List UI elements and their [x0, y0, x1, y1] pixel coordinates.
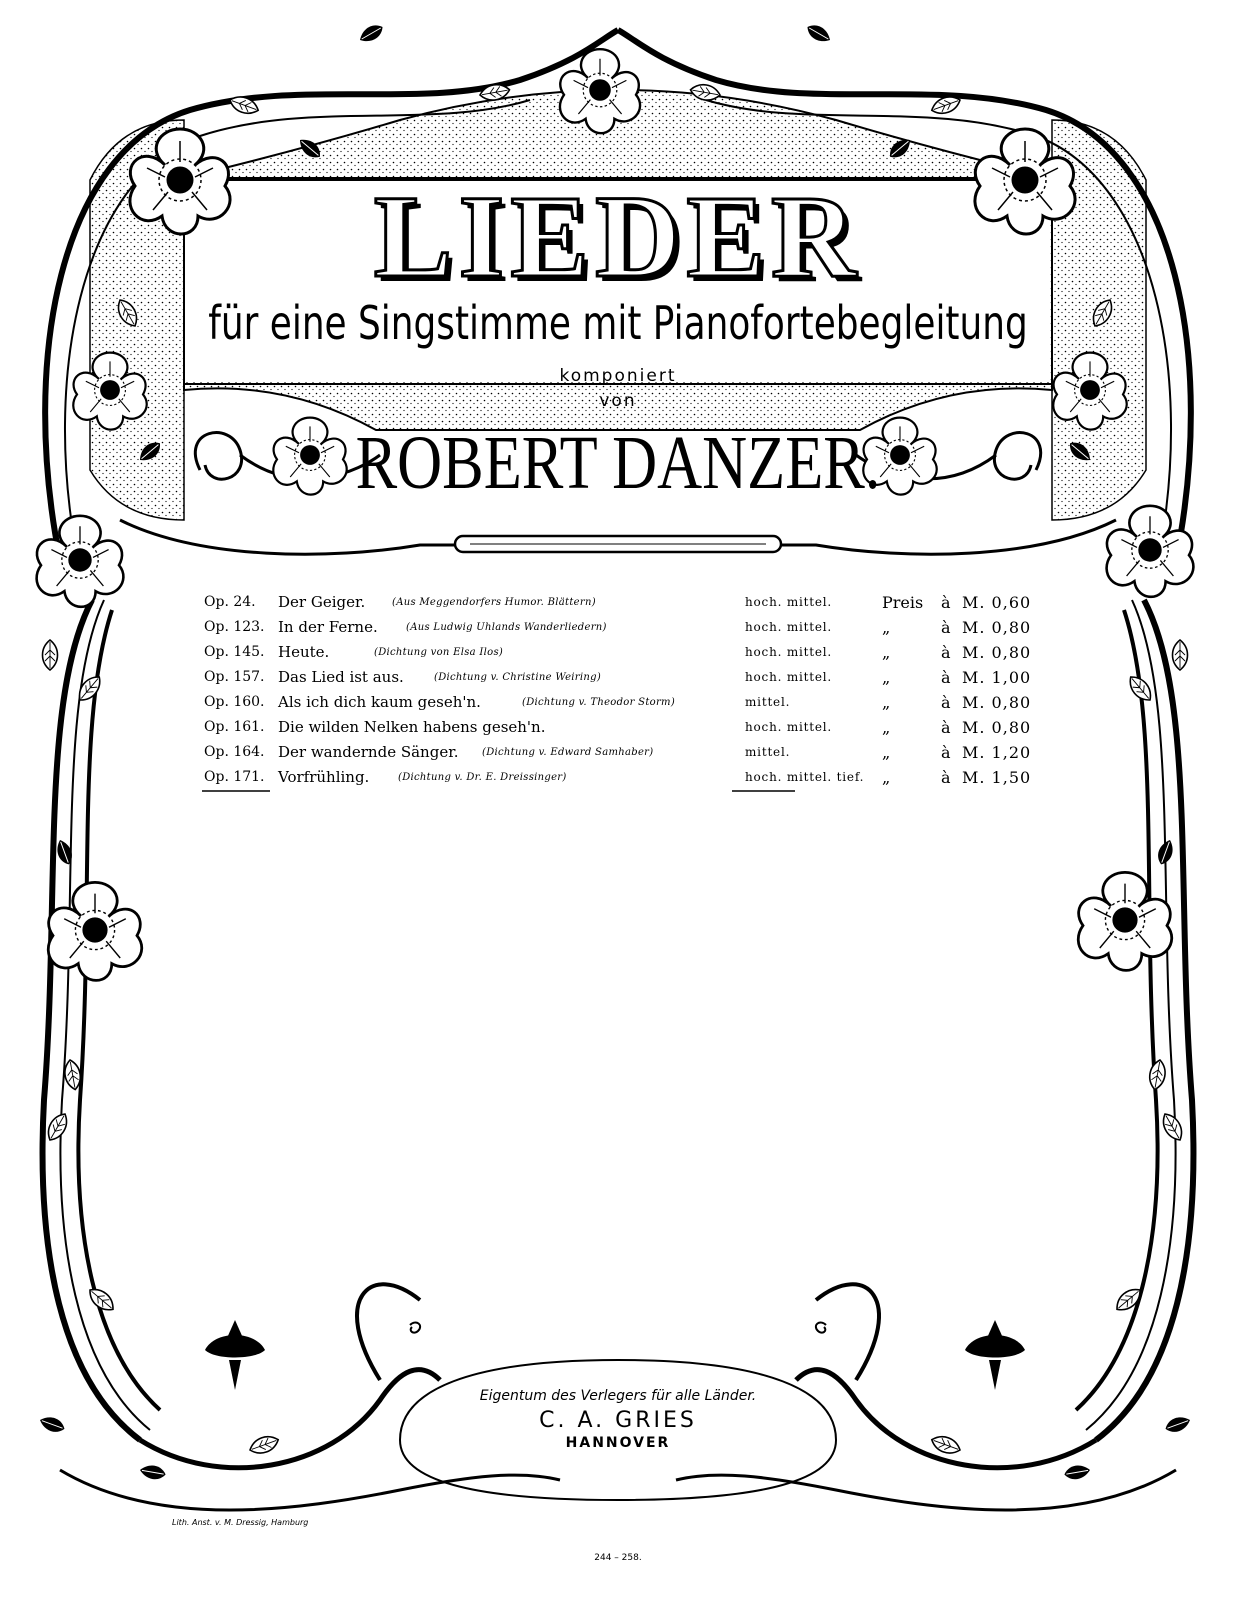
- price-each: à: [941, 768, 951, 787]
- song-source: (Aus Meggendorfers Humor. Blättern): [392, 597, 596, 608]
- voice-ranges: mittel.: [745, 695, 791, 709]
- voice-ranges: hoch. mittel.: [745, 595, 833, 609]
- works-list: [204, 590, 1034, 790]
- list-item: [204, 665, 1034, 690]
- song-source: (Dichtung v. Christine Weiring): [434, 672, 602, 683]
- song-source: (Dichtung von Elsa Ilos): [374, 647, 504, 658]
- price-value: M. 1,20: [962, 743, 1032, 762]
- price-value: M. 1,00: [962, 668, 1032, 687]
- price-value: M. 0,60: [962, 593, 1032, 612]
- opus-label: Op. 123.: [204, 619, 265, 635]
- opus-label: Op. 171.: [204, 769, 265, 785]
- opus-label: Op. 24.: [204, 594, 256, 610]
- price-value: M. 1,50: [962, 768, 1032, 787]
- price-label: „: [882, 693, 891, 712]
- song-source: (Aus Ludwig Uhlands Wanderliedern): [406, 622, 607, 633]
- voice-ranges: mittel.: [745, 745, 791, 759]
- voice-ranges: hoch. mittel.: [745, 720, 833, 734]
- price-label: „: [882, 718, 891, 737]
- price-each: à: [941, 743, 951, 762]
- price-each: à: [941, 643, 951, 662]
- list-item: [204, 590, 1034, 615]
- opus-label: Op. 164.: [204, 744, 265, 760]
- price-each: à: [941, 593, 951, 612]
- list-item: [204, 765, 1034, 790]
- price-label: „: [882, 643, 891, 662]
- price-label: Preis: [882, 593, 924, 612]
- price-value: M. 0,80: [962, 618, 1032, 637]
- voice-ranges: hoch. mittel. tief.: [745, 770, 865, 784]
- composer-name: ROBERT DANZER.: [355, 421, 881, 505]
- subtitle: für eine Singstimme mit Pianofortebegleitung: [208, 296, 1028, 350]
- price-value: M. 0,80: [962, 693, 1032, 712]
- song-title: Der wandernde Sänger.: [278, 743, 459, 761]
- list-item: [204, 715, 1034, 740]
- opus-label: Op. 161.: [204, 719, 265, 735]
- price-label: „: [882, 668, 891, 687]
- voice-ranges: hoch. mittel.: [745, 645, 833, 659]
- price-label: „: [882, 618, 891, 637]
- song-source: (Dichtung v. Theodor Storm): [522, 697, 676, 708]
- composed-label: komponiert: [559, 366, 677, 386]
- price-label: „: [882, 743, 891, 762]
- plate-number: 244 – 258.: [594, 1553, 642, 1563]
- opus-label: Op. 160.: [204, 694, 265, 710]
- opus-label: Op. 157.: [204, 669, 265, 685]
- price-value: M. 0,80: [962, 643, 1032, 662]
- publisher-rights: Eigentum des Verlegers für alle Länder.: [479, 1388, 757, 1404]
- voice-ranges: hoch. mittel.: [745, 620, 833, 634]
- song-title: Das Lied ist aus.: [278, 668, 404, 686]
- song-title: Vorfrühling.: [278, 768, 370, 786]
- publisher-name: C. A. GRIES: [539, 1408, 697, 1433]
- price-value: M. 0,80: [962, 718, 1032, 737]
- song-title: In der Ferne.: [278, 618, 378, 636]
- publisher-city: HANNOVER: [565, 1435, 671, 1451]
- price-each: à: [941, 693, 951, 712]
- page-title: LIEDER: [373, 171, 863, 302]
- price-each: à: [941, 668, 951, 687]
- list-item: [204, 640, 1034, 665]
- price-each: à: [941, 718, 951, 737]
- song-source: (Dichtung v. Edward Samhaber): [482, 747, 654, 758]
- song-title: Als ich dich kaum geseh'n.: [278, 693, 481, 711]
- song-title: Die wilden Nelken habens geseh'n.: [278, 718, 546, 736]
- list-item: [204, 615, 1034, 640]
- opus-label: Op. 145.: [204, 644, 265, 660]
- price-each: à: [941, 618, 951, 637]
- list-item: [204, 740, 1034, 765]
- lithographer-credit: Lith. Anst. v. M. Dressig, Hamburg: [172, 1518, 309, 1527]
- price-label: „: [882, 768, 891, 787]
- song-source: (Dichtung v. Dr. E. Dreissinger): [398, 772, 567, 783]
- voice-ranges: hoch. mittel.: [745, 670, 833, 684]
- song-title: Der Geiger.: [278, 593, 366, 611]
- by-label: von: [599, 391, 637, 411]
- song-title: Heute.: [278, 643, 330, 661]
- list-item: [204, 690, 1034, 715]
